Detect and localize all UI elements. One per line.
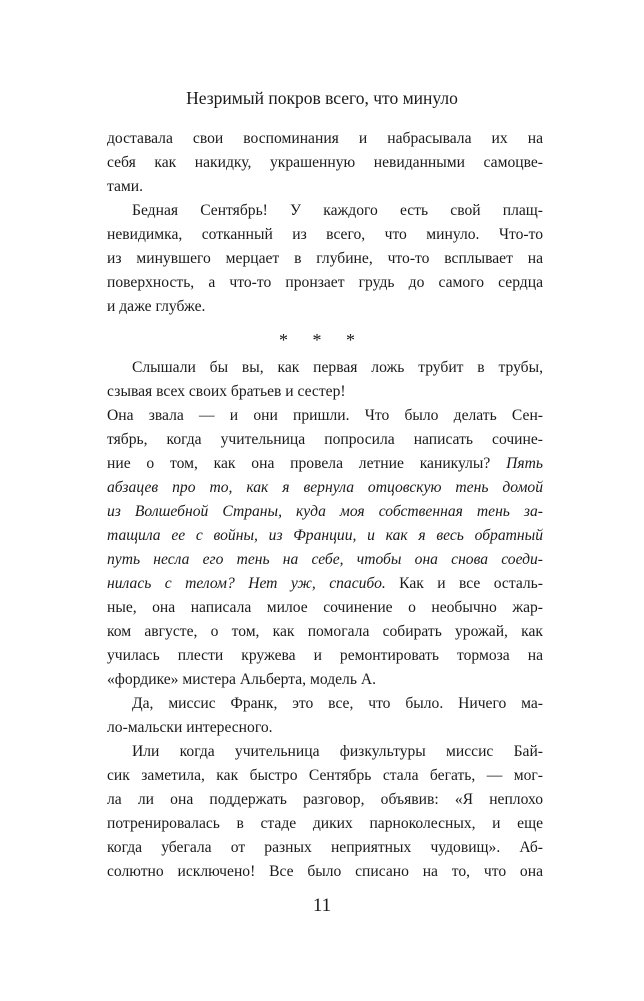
text-fragment: училась плести кружева и ремонтировать тормоза на [107,647,543,664]
text-line [107,223,543,247]
text-line [107,428,543,452]
text-line [107,175,543,199]
italic-fragment: абзацев про то, как я вернула отцовскую тень домой [107,479,543,496]
text-line [107,151,543,175]
text-fragment: тами. [107,178,144,195]
text-line [107,452,543,476]
text-line [107,127,543,151]
italic-fragment: Пять [506,455,543,472]
text-fragment: тябрь, когда учительница попросила написать сочине- [107,431,543,448]
running-header: Незримый покров всего, что минуло [186,88,458,108]
page-number: 11 [312,895,332,916]
italic-fragment: путь несла его тень на себе, чтобы она снова соеди- [107,551,543,568]
text-line: Или когда учительница физкультуры миссис Бай- [132,743,543,760]
text-fragment: Бедная Сентябрь! У каждого есть свой плащ- [132,202,543,219]
text-line [107,644,543,668]
text-line [107,404,543,428]
text-fragment: доставала свои воспоминания и набрасывала их на [107,130,543,147]
text-fragment: невидимка, сотканный из всего, что минуло. Что-то [107,226,543,243]
text-line: ла ли она поддержать разговор, объявив: «Я неплохо [107,791,543,808]
text-fragment: ком августе, о том, как помогала собирать урожай, как [107,623,543,640]
text-line [107,572,543,596]
text-line: когда убегала от разных неприятных чудовищ». Аб- [107,839,543,856]
text-line [107,295,543,319]
text-fragment: Как и все осталь- [399,575,543,592]
text-line [132,199,543,223]
italic-fragment: из Волшебной Страны, куда моя собственная тень за- [107,503,543,520]
text-line [107,380,543,404]
text-line: сик заметила, как быстро Сентябрь стала бегать, — мог- [107,767,543,784]
text-line: солютно исключено! Все было списано на то, что она [107,863,543,880]
text-line [107,524,543,548]
section-separator: * * * [279,330,365,350]
text-line: ло-мальски интересного. [107,719,273,736]
text-fragment: и даже глубже. [107,298,206,315]
text-line [107,476,543,500]
text-line [107,668,543,692]
text-line [107,271,543,295]
text-line [107,548,543,572]
text-fragment: из минувшего мерцает в глубине, что-то всплывает на [107,250,543,267]
text-fragment: сзывая всех своих братьев и сестер! [107,383,346,400]
italic-fragment: тащила ее с войны, из Франции, и как я весь обратный [107,527,543,544]
text-fragment: Она звала — и они пришли. Что было делать Сен- [107,407,543,424]
text-line [132,356,543,380]
text-fragment: поверхность, а что-то пронзает грудь до самого сердца [107,274,543,291]
text-line [107,620,543,644]
text-line [107,500,543,524]
italic-fragment: нилась с телом? Нет уж, спасибо. [107,575,386,592]
text-fragment: ные, она написала милое сочинение о необычно жар- [107,599,543,616]
text-line [107,247,543,271]
text-line: потренировалась в стаде диких парноколесных, и еще [107,815,543,832]
text-fragment: себя как накидку, украшенную невиданными самоцве- [107,154,543,171]
text-line: Да, миссис Франк, это все, что было. Ничего ма- [132,695,543,712]
text-fragment: Слышали бы вы, как первая ложь трубит в трубы, [132,359,543,376]
text-fragment: «фордике» мистера Альберта, модель А. [107,671,376,688]
text-fragment: ние о том, как она провела летние каникулы? [107,455,491,472]
text-line [107,596,543,620]
